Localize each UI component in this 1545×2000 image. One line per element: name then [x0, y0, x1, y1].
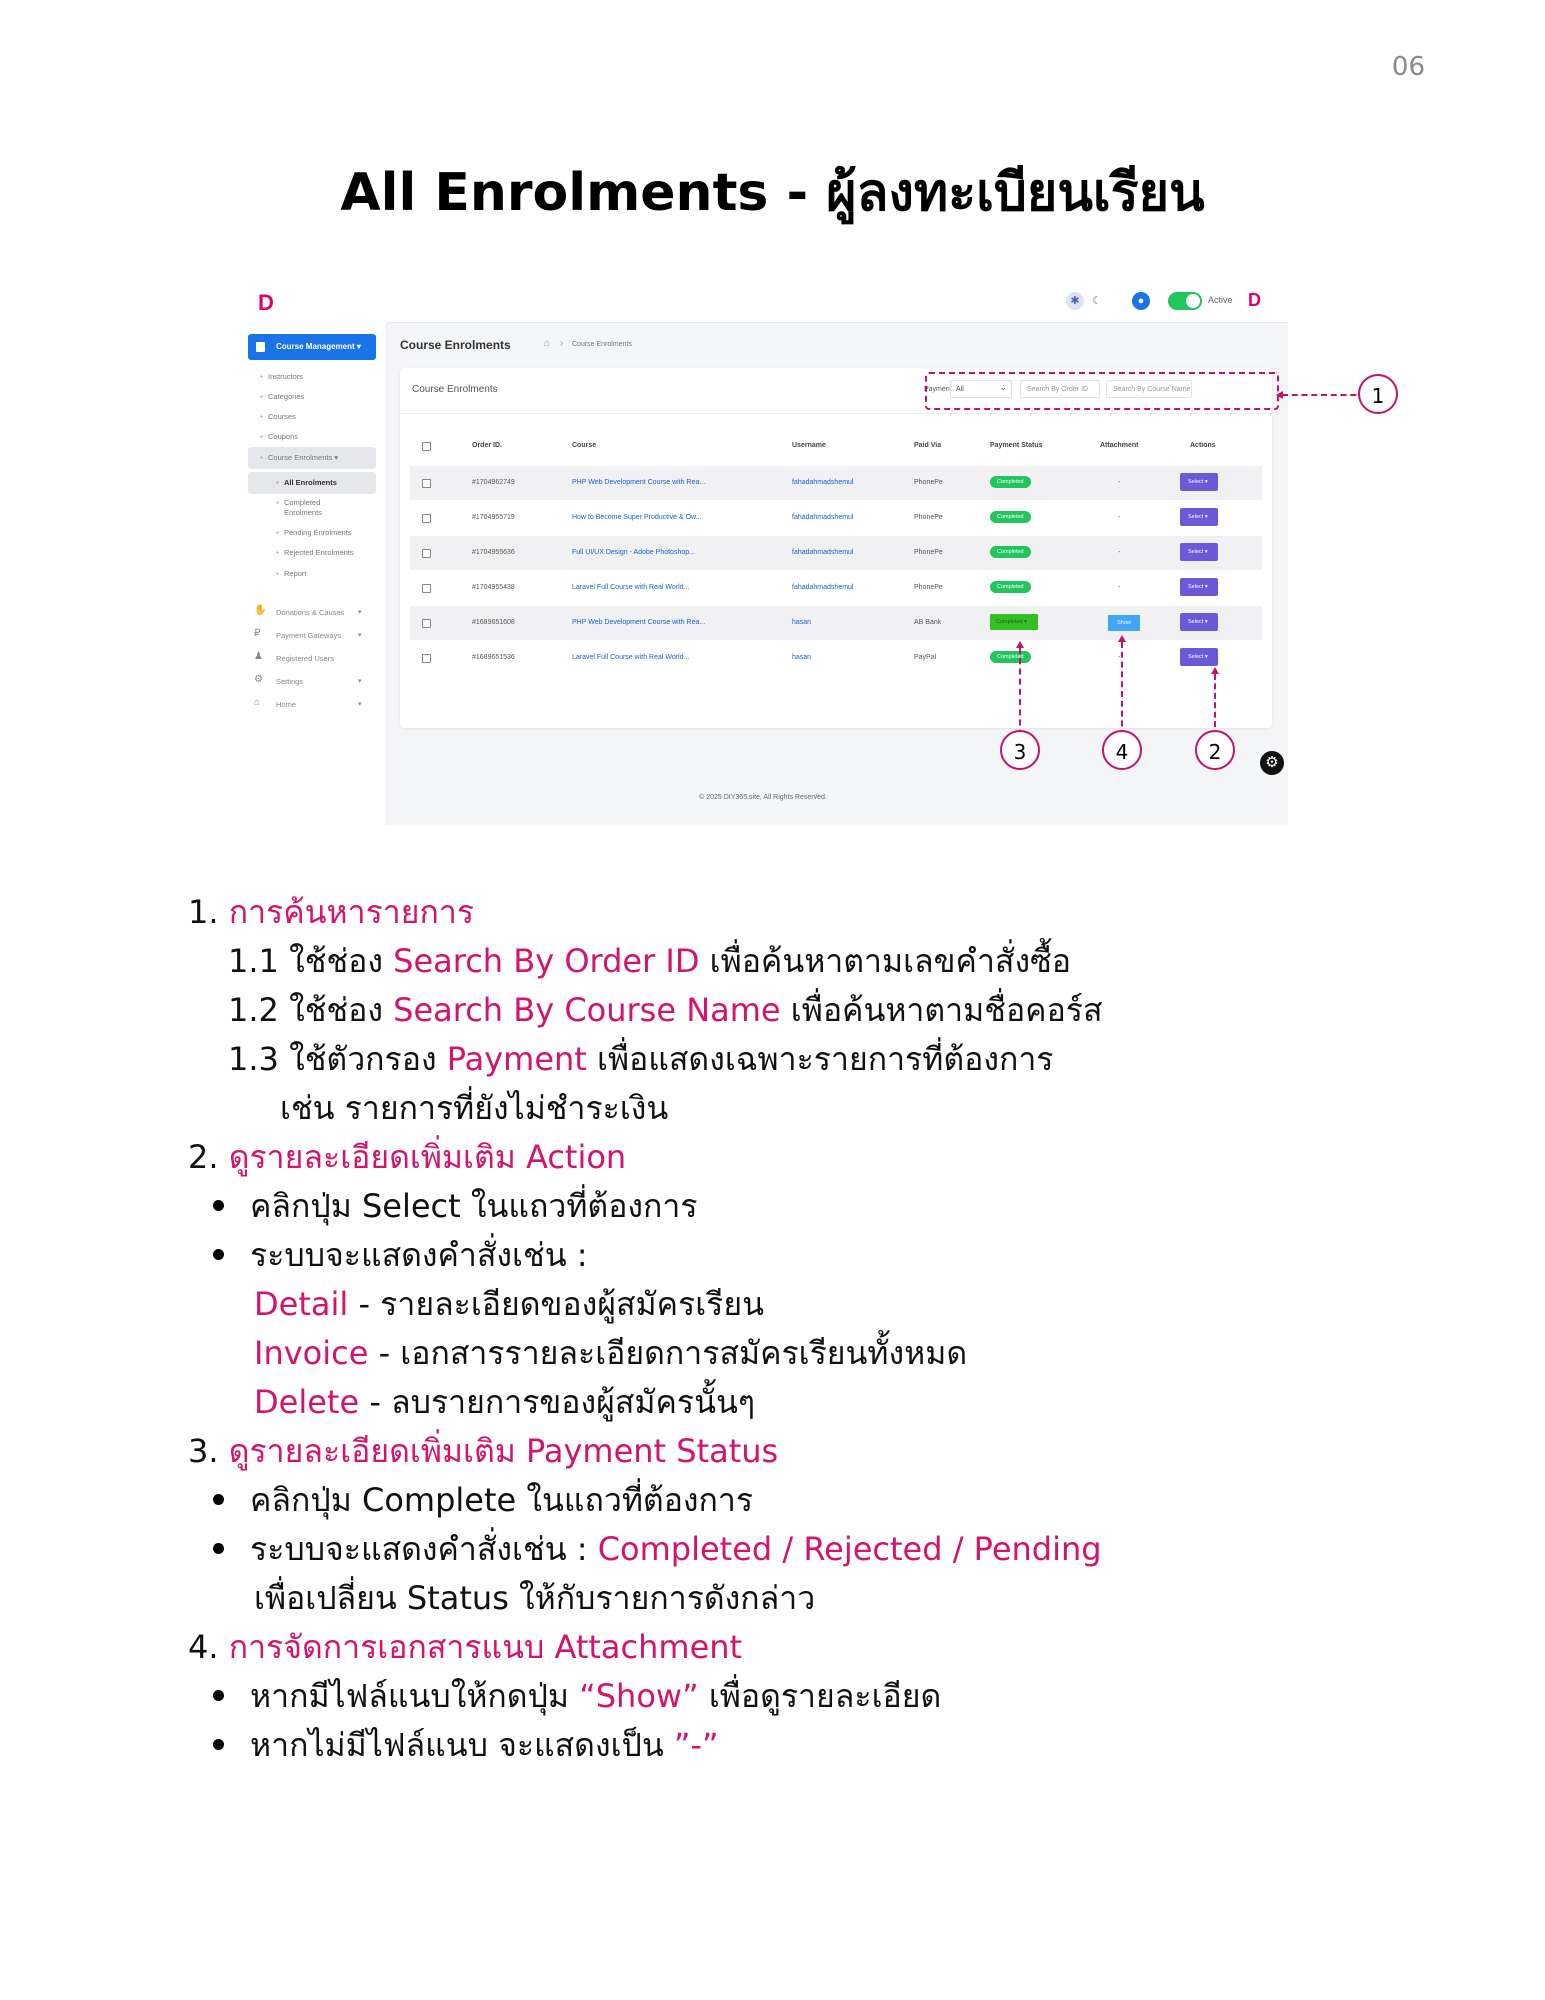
step-1-3-example: เช่น รายการที่ยังไม่ชำระเงิน: [280, 1089, 669, 1127]
attachment-empty: -: [1118, 584, 1121, 591]
active-label: Active: [1208, 295, 1233, 305]
select-all-checkbox[interactable]: [422, 442, 431, 451]
col-paid-via: Paid Via: [914, 442, 942, 449]
payment-icon: ₽: [254, 628, 261, 639]
sidebar-item-pending-enrolments[interactable]: • Pending Enrolments: [284, 528, 352, 537]
callout-3: 3: [1000, 730, 1040, 770]
col-attachment: Attachment: [1100, 442, 1139, 449]
payment-status-dropdown[interactable]: Completed ▾: [990, 614, 1038, 630]
search-course-input[interactable]: Search By Course Name: [1106, 380, 1192, 398]
sidebar-item-coupons[interactable]: • Coupons: [268, 432, 298, 441]
breadcrumb-current: Course Enrolments: [572, 341, 632, 348]
paid-via: PhonePe: [914, 479, 943, 486]
action-select-button[interactable]: Select ▾: [1180, 648, 1218, 666]
search-callout-box: [925, 372, 1279, 410]
gear-icon[interactable]: ⚙: [1260, 751, 1284, 775]
action-select-button[interactable]: Select ▾: [1180, 473, 1218, 491]
action-select-button[interactable]: Select ▾: [1180, 613, 1218, 631]
top-bar: [238, 280, 1288, 323]
section-4-heading: 4. การจัดการเอกสารแนบ Attachment: [188, 1628, 743, 1666]
eye-icon[interactable]: ●: [1132, 292, 1150, 310]
attachment-empty: -: [1118, 654, 1121, 661]
row-checkbox[interactable]: [422, 654, 431, 663]
col-order-id: Order ID.: [472, 442, 502, 449]
chevron-down-icon: ▾: [358, 678, 362, 685]
row-checkbox[interactable]: [422, 619, 431, 628]
action-select-button[interactable]: Select ▾: [1180, 543, 1218, 561]
table-row: [410, 641, 1262, 675]
section-1-heading: 1. การค้นหารายการ: [188, 893, 475, 931]
sidebar-item-donations[interactable]: Donations & Causes: [276, 608, 345, 617]
section-3-bullet-1: คลิกปุ่ม Complete ในแถวที่ต้องการ: [250, 1481, 754, 1519]
sidebar-item-home[interactable]: Home: [276, 700, 297, 709]
callout-4: 4: [1102, 730, 1142, 770]
callout-2: 2: [1195, 730, 1235, 770]
arrow-icon: [1016, 641, 1024, 648]
row-checkbox[interactable]: [422, 584, 431, 593]
sidebar-item-courses[interactable]: • Courses: [268, 412, 296, 421]
attachment-empty: -: [1118, 479, 1121, 486]
callout-line-1: [1282, 394, 1366, 396]
order-id: #1704955438: [472, 584, 515, 591]
footer-copyright: © 2025 DIY365.site, All Rights Reserved.: [699, 794, 827, 801]
brand-logo[interactable]: D: [258, 290, 274, 315]
section-3-heading: 3. ดูรายละเอียดเพิ่มเติม Payment Status: [188, 1432, 779, 1470]
breadcrumb-title: Course Enrolments: [400, 338, 511, 352]
order-id: #1689651536: [472, 654, 515, 661]
payment-status-badge[interactable]: Completed: [990, 546, 1031, 558]
home-icon[interactable]: ⌂: [544, 338, 551, 349]
section-4-bullet-1: หากมีไฟล์แนบให้กดปุ่ม “Show” เพื่อดูรายละเอียด: [250, 1677, 942, 1715]
book-icon: [256, 342, 265, 352]
step-1-1: 1.1 ใช้ช่อง Search By Order ID เพื่อค้นหาตามเลขคำสั่งซื้อ: [228, 942, 1071, 980]
col-course: Course: [572, 442, 597, 449]
payment-status-badge[interactable]: Completed: [990, 651, 1031, 663]
row-checkbox[interactable]: [422, 479, 431, 488]
card-title: Course Enrolments: [412, 384, 498, 395]
sidebar-item-course-enrolments[interactable]: • Course Enrolments ▾: [268, 453, 338, 462]
action-select-button[interactable]: Select ▾: [1180, 578, 1218, 596]
arrow-icon: [1276, 391, 1283, 399]
sidebar-item-report[interactable]: • Report: [284, 569, 307, 578]
sun-icon[interactable]: ✱: [1066, 292, 1084, 310]
arrow-icon: [1118, 635, 1126, 642]
table-row: [410, 466, 1262, 500]
sidebar-item-completed-enrolments[interactable]: • Completed Enrolments: [284, 498, 334, 518]
paid-via: PhonePe: [914, 514, 943, 521]
attachment-empty: -: [1118, 549, 1121, 556]
callout-1: 1: [1358, 374, 1398, 414]
section-2-heading: 2. ดูรายละเอียดเพิ่มเติม Action: [188, 1138, 627, 1176]
users-icon: ♟: [254, 651, 263, 662]
sidebar-item-categories[interactable]: • Categories: [268, 392, 304, 401]
detail-line: Detail - รายละเอียดของผู้สมัครเรียน: [254, 1285, 764, 1323]
table-row: [410, 536, 1262, 570]
payment-filter-label: Payment: [924, 386, 952, 393]
table-row: [410, 606, 1262, 640]
col-actions: Actions: [1190, 442, 1216, 449]
step-1-3: 1.3 ใช้ตัวกรอง Payment เพื่อแสดงเฉพาะรายการที่ต้องการ: [228, 1040, 1054, 1078]
username-link[interactable]: fahadahmadshemul: [792, 514, 854, 521]
sidebar-course-management[interactable]: Course Management ▾: [248, 334, 376, 360]
paid-via: PayPal: [914, 654, 937, 661]
course-link[interactable]: How to Become Super Productive & Ow...: [572, 514, 702, 521]
username-link[interactable]: hasan: [792, 619, 812, 626]
step-1-2: 1.2 ใช้ช่อง Search By Course Name เพื่อค้นหาตามชื่อคอร์ส: [228, 991, 1103, 1029]
attachment-show-button[interactable]: Show: [1108, 615, 1140, 631]
order-id: #1704962749: [472, 479, 515, 486]
chevron-right-icon: ›: [560, 338, 564, 349]
username-link[interactable]: fahadahmadshemul: [792, 584, 854, 591]
col-payment-status: Payment Status: [990, 442, 1043, 449]
arrow-icon: [1211, 667, 1219, 674]
course-link[interactable]: PHP Web Development Course with Rea...: [572, 479, 706, 486]
paid-via: PhonePe: [914, 549, 943, 556]
paid-via: AB Bank: [914, 619, 942, 626]
section-3-bullet-2-cont: เพื่อเปลี่ยน Status ให้กับรายการดังกล่าว: [254, 1579, 816, 1617]
section-3-bullet-2: ระบบจะแสดงคำสั่งเช่น : Completed / Rejected / Pending: [250, 1530, 1102, 1568]
page-title: All Enrolments - ผู้ลงทะเบียนเรียน: [340, 163, 1205, 223]
sidebar-item-registered-users[interactable]: Registered Users: [276, 654, 334, 663]
section-2-bullet-1: คลิกปุ่ม Select ในแถวที่ต้องการ: [250, 1187, 698, 1225]
username-link[interactable]: hasan: [792, 654, 812, 661]
sidebar-item-all-enrolments[interactable]: • All Enrolments: [284, 478, 337, 487]
section-2-bullet-2: ระบบจะแสดงคำสั่งเช่น :: [250, 1236, 588, 1274]
sidebar-item-instructors[interactable]: • Instructors: [268, 372, 303, 381]
page-number: 06: [1391, 52, 1425, 82]
username-link[interactable]: fahadahmadshemul: [792, 549, 854, 556]
payment-status-badge[interactable]: Completed: [990, 581, 1031, 593]
active-toggle[interactable]: [1168, 292, 1202, 310]
row-checkbox[interactable]: [422, 514, 431, 523]
col-username: Username: [792, 442, 826, 449]
row-checkbox[interactable]: [422, 549, 431, 558]
donation-icon: ✋: [254, 605, 267, 616]
username-link[interactable]: fahadahmadshemul: [792, 479, 854, 486]
chevron-down-icon: ▾: [358, 632, 362, 639]
moon-icon[interactable]: ☾: [1092, 295, 1102, 307]
payment-filter-select[interactable]: All ⌄: [950, 380, 1012, 398]
order-id: #1704955719: [472, 514, 515, 521]
sidebar-item-rejected-enrolments[interactable]: • Rejected Enrolments: [284, 548, 354, 557]
sidebar: [238, 322, 387, 825]
course-link[interactable]: Laravel Full Course with Real World...: [572, 584, 690, 591]
course-link[interactable]: PHP Web Development Course with Rea...: [572, 619, 706, 626]
search-order-input[interactable]: Search By Order ID: [1020, 380, 1100, 398]
sidebar-item-payment-gateways[interactable]: Payment Gateways: [276, 631, 342, 640]
chevron-down-icon: ▾: [358, 609, 362, 616]
order-id: #1689651608: [472, 619, 515, 626]
payment-status-badge[interactable]: Completed: [990, 511, 1031, 523]
invoice-line: Invoice - เอกสารรายละเอียดการสมัครเรียนทั้งหมด: [254, 1334, 968, 1372]
course-link[interactable]: Full UI/UX Design - Adobe Photoshop...: [572, 549, 695, 556]
delete-line: Delete - ลบรายการของผู้สมัครนั้นๆ: [254, 1383, 756, 1421]
chevron-down-icon: ▾: [358, 701, 362, 708]
table-row: [410, 571, 1262, 605]
sidebar-item-settings[interactable]: Settings: [276, 677, 304, 686]
enrolments-card: [400, 368, 1272, 728]
payment-status-badge[interactable]: Completed: [990, 476, 1031, 488]
section-4-bullet-2: หากไม่มีไฟล์แนบ จะแสดงเป็น ”-”: [250, 1726, 719, 1764]
action-select-button[interactable]: Select ▾: [1180, 508, 1218, 526]
table-row: [410, 501, 1262, 535]
course-link[interactable]: Laravel Full Course with Real World...: [572, 654, 690, 661]
order-id: #1704955636: [472, 549, 515, 556]
settings-icon: ⚙: [254, 674, 263, 685]
home-icon: ⌂: [254, 697, 261, 708]
paid-via: PhonePe: [914, 584, 943, 591]
avatar[interactable]: D: [1248, 290, 1261, 310]
attachment-empty: -: [1118, 514, 1121, 521]
